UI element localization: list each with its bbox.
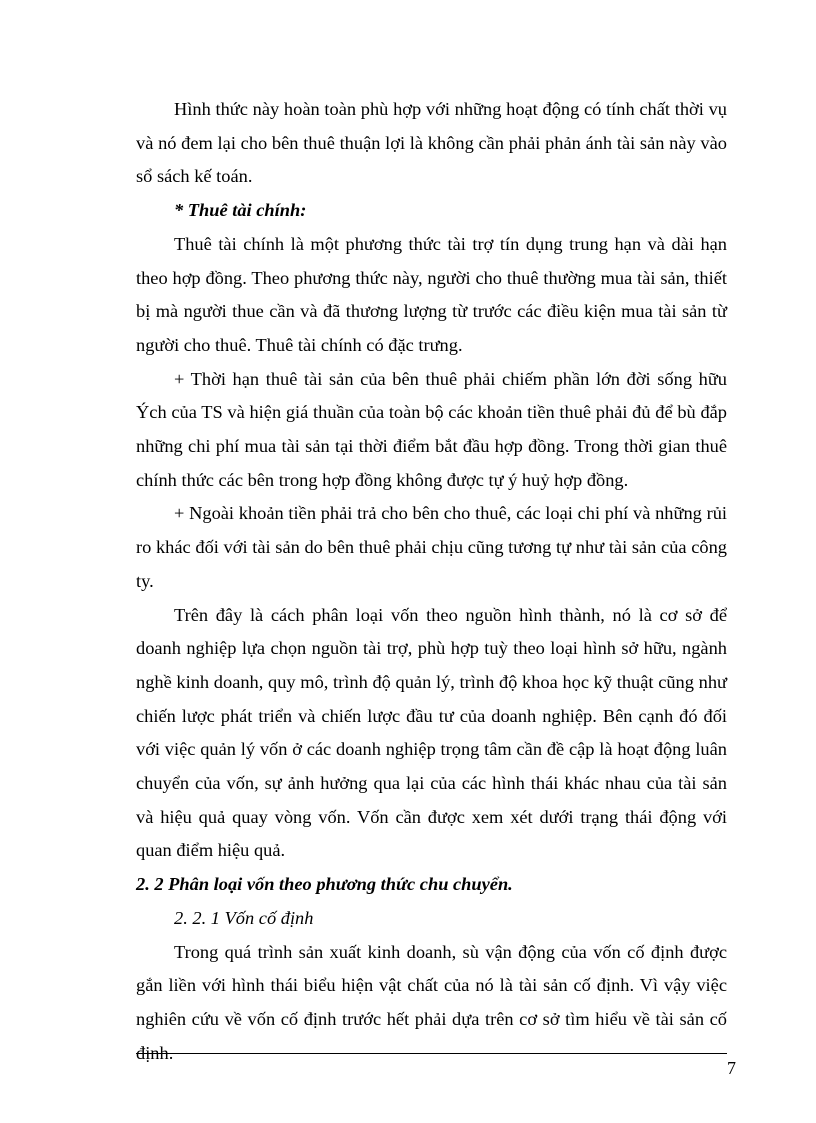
page-body <box>136 93 727 1070</box>
paragraph-operating-lease-benefit: Hình thức này hoàn toàn phù hợp với những hoạt động có tính chất thời vụ và nó đem lại cho bên thuê thuận lợi là không cần phải phản ánh tài sản này vào sổ sách kế toán. <box>136 99 727 187</box>
section-heading-2-2: 2. 2 Phân loại vốn theo phương thức chu chuyển. <box>136 874 513 895</box>
paragraph-lease-costs: + Ngoài khoản tiền phải trả cho bên cho thuê, các loại chi phí và những rủi ro khác đối với tài sản do bên thuê phải chịu cũng tương tự như tài sản của công ty. <box>136 503 727 591</box>
paragraph-fixed-capital: Trong quá trình sản xuất kinh doanh, sù vận động của vốn cố định được gắn liền với hình thái biểu hiện vật chất của nó là tài sản cố định. Vì vậy việc nghiên cứu về vốn cố định trước hết phải dựa trên cơ sở tìm hiểu về tài sản cố định. <box>136 941 727 1063</box>
heading-financial-lease: * Thuê tài chính: <box>174 200 307 221</box>
footer-divider <box>136 1053 727 1054</box>
paragraph-lease-term: + Thời hạn thuê tài sản của bên thuê phải chiếm phần lớn đời sống hữu Ých của TS và hiện giá thuần của toàn bộ các khoản tiền thuê phải đủ để bù đắp những chi phí mua tài sản tại thời điểm bắt đầu hợp đồng. Trong thời gian thuê chính thức các bên trong hợp đồng không được tự ý huỷ hợp đồng. <box>136 368 727 490</box>
paragraph-financial-lease-definition: Thuê tài chính là một phương thức tài trợ tín dụng trung hạn và dài hạn theo hợp đồng. Theo phương thức này, người cho thuê thường mua tài sản, thiết bị mà người thue cần và đã thương lượng từ trước các điều kiện mua tài sản từ người cho thuê. Thuê tài chính có đặc trưng. <box>136 233 727 355</box>
subsection-heading-2-2-1: 2. 2. 1 Vốn cố định <box>174 907 314 928</box>
paragraph-capital-classification-summary: Trên đây là cách phân loại vốn theo nguồn hình thành, nó là cơ sở để doanh nghiệp lựa chọn nguồn tài trợ, phù hợp tuỳ theo loại hình sở hữu, ngành nghề kinh doanh, quy mô, trình độ quản lý, trình độ khoa học kỹ thuật cũng như chiến lược phát triển và chiến lược đầu tư của doanh nghiệp. Bên cạnh đó đối với việc quản lý vốn ở các doanh nghiệp trọng tâm cần đề cập là hoạt động luân chuyển của vốn, sự ảnh hưởng qua lại của các hình thái khác nhau của tài sản và hiệu quả quay vòng vốn. Vốn cần được xem xét dưới trạng thái động với quan điểm hiệu quả. <box>136 604 727 861</box>
page-number: 7 <box>727 1058 736 1078</box>
